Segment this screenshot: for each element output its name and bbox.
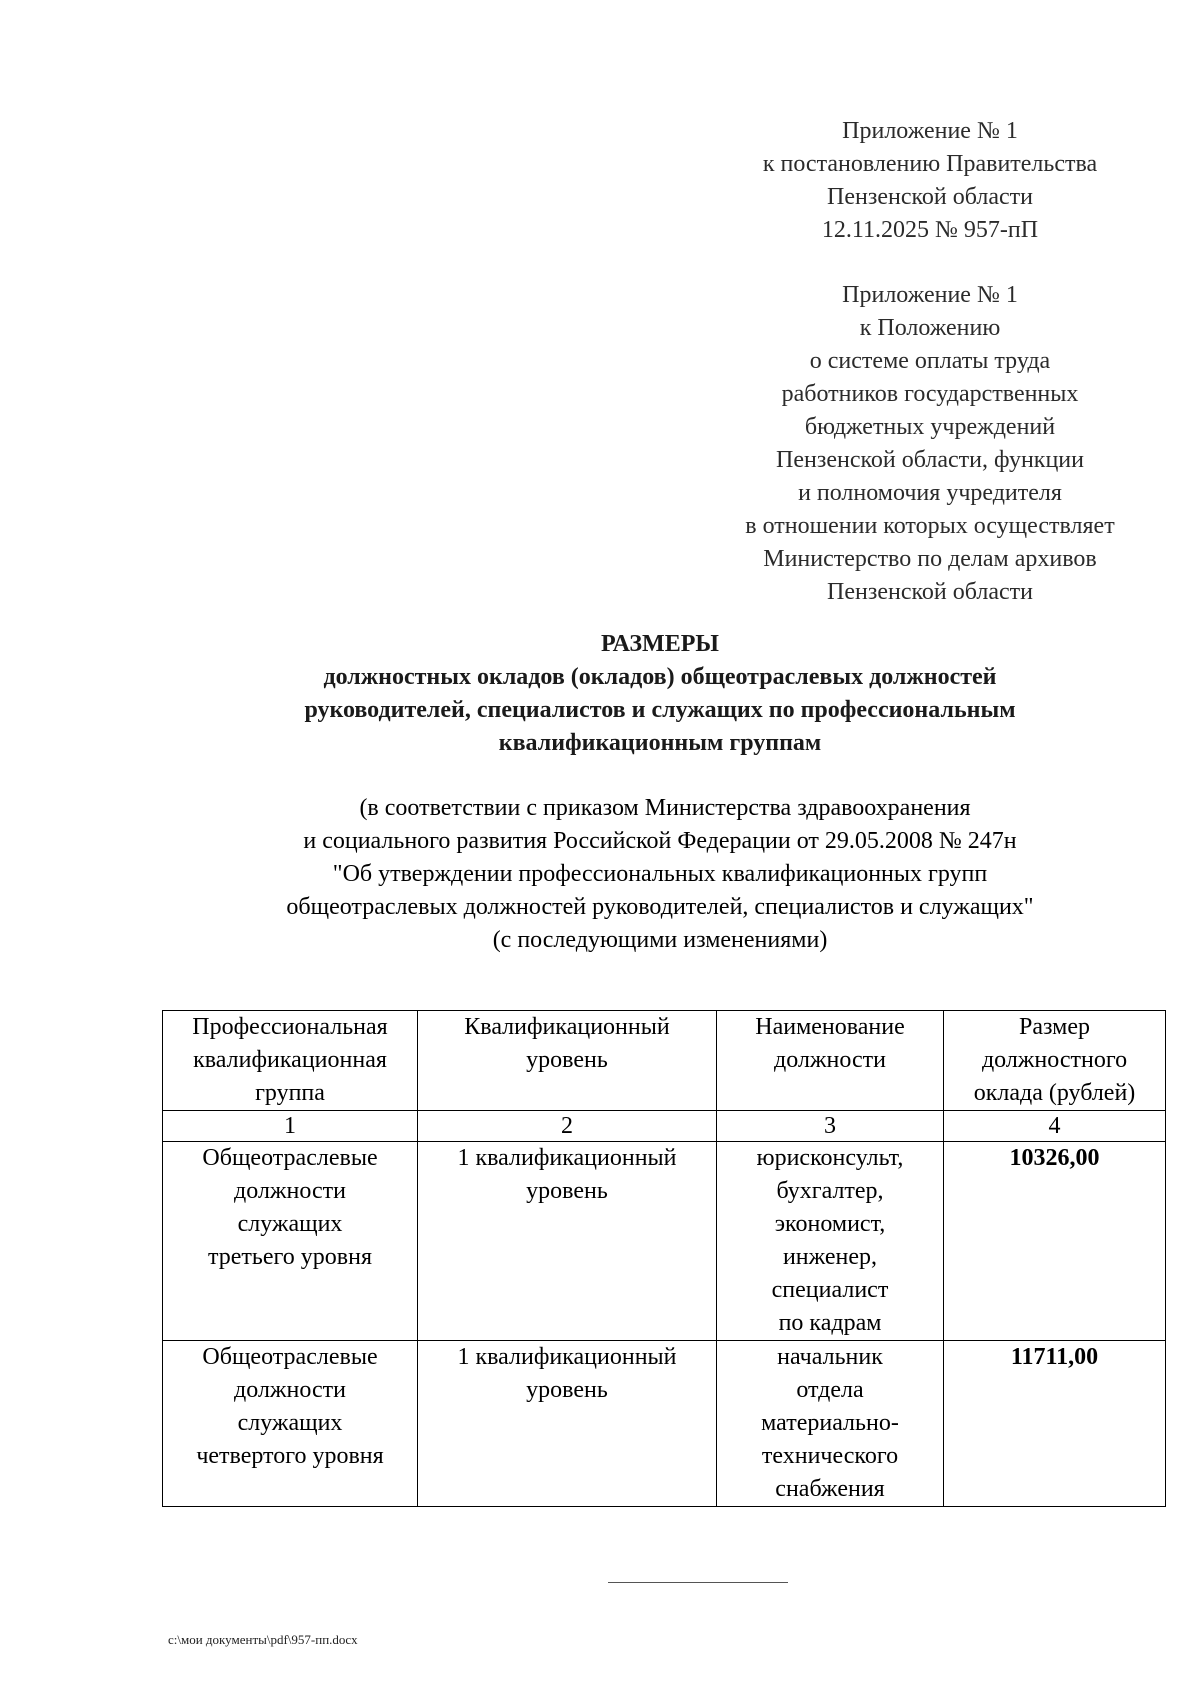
header-text: оклада (рублей) [973,1080,1136,1106]
cell-text: юрисконсульт, [756,1145,904,1171]
basis-line: и социального развития Российской Федерации от 29.05.2008 № 247н [303,828,1017,854]
annex-line: Приложение № 1 [842,282,1018,308]
annex-line: работников государственных [781,381,1079,407]
cell-salary: 10326,00 [944,1142,1166,1341]
header-cell-position [717,1011,944,1111]
cell-text: бухгалтер, [776,1178,884,1204]
annex-line: к постановлению Правительства [762,151,1098,177]
annex-line: Пензенской области [827,184,1033,210]
cell-text: Общеотраслевые [202,1344,378,1370]
header-cell-group [163,1011,418,1111]
header-text: квалификационная [193,1047,387,1073]
basis-line: "Об утверждении профессиональных квалификационных групп [332,861,988,887]
title-line: квалификационным группам [498,730,822,756]
legal-basis [160,792,1160,957]
header-text: Квалификационный [464,1014,670,1040]
header-text: Размер [1019,1014,1090,1040]
cell-level [418,1341,717,1507]
cell-text: инженер, [782,1244,878,1270]
cell-text: уровень [526,1178,608,1204]
basis-line: общеотраслевых должностей руководителей, специалистов и служащих" [286,894,1034,920]
cell-text: Общеотраслевые [202,1145,378,1171]
annex-line: Пензенской области, функции [776,447,1084,473]
column-number-row [163,1111,1166,1142]
header-text: группа [255,1080,325,1106]
column-number: 1 [163,1111,418,1142]
cell-positions [717,1341,944,1507]
annex-to-resolution [690,115,1170,247]
header-text: Наименование [755,1014,905,1040]
annex-line: и полномочия учредителя [798,480,1062,506]
header-text: уровень [526,1047,608,1073]
annex-to-regulation [690,279,1170,609]
annex-line: Министерство по делам архивов [763,546,1097,572]
header-text: должностного [981,1047,1128,1073]
annex-line: Приложение № 1 [842,118,1018,144]
cell-text: уровень [526,1377,608,1403]
cell-text: должности [234,1178,346,1204]
basis-line: (с последующими изменениями) [492,927,828,953]
cell-text: по кадрам [778,1310,882,1336]
column-number: 4 [944,1111,1166,1142]
basis-line: (в соответствии с приказом Министерства здравоохранения [359,795,971,821]
annex-date-number: 12.11.2025 № 957-пП [821,217,1039,243]
cell-positions [717,1142,944,1341]
title-line: РАЗМЕРЫ [601,631,719,657]
cell-text: третьего уровня [208,1244,372,1270]
header-text: должности [774,1047,886,1073]
document-title [160,628,1160,760]
cell-text: служащих [237,1410,343,1436]
cell-text: снабжения [775,1476,885,1502]
salary-table [162,1010,1166,1507]
annex-line: бюджетных учреждений [804,414,1056,440]
cell-text: технического [761,1443,899,1469]
cell-level [418,1142,717,1341]
table-row [163,1142,1166,1341]
title-line: должностных окладов (окладов) общеотраслевых должностей [323,664,997,690]
annex-line: о системе оплаты труда [809,348,1051,374]
annex-line: в отношении которых осуществляет [745,513,1115,539]
separator-line [608,1582,788,1583]
header-cell-salary [944,1011,1166,1111]
cell-salary: 11711,00 [944,1341,1166,1507]
table-row [163,1341,1166,1507]
table-header-row [163,1011,1166,1111]
cell-group [163,1341,418,1507]
cell-text: отдела [796,1377,864,1403]
annex-line: Пензенской области [827,579,1033,605]
cell-text: служащих [237,1211,343,1237]
cell-text: материально- [761,1410,899,1436]
cell-text: 1 квалификационный [457,1344,677,1370]
file-path: c:\мои документы\pdf\957-пп.docx [168,1632,358,1647]
column-number: 2 [418,1111,717,1142]
header-cell-level [418,1011,717,1111]
cell-text: специалист [771,1277,889,1303]
cell-group [163,1142,418,1341]
cell-text: экономист, [774,1211,886,1237]
annex-line: к Положению [859,315,1001,341]
cell-text: 1 квалификационный [457,1145,677,1171]
cell-text: четвертого уровня [196,1443,384,1469]
header-text: Профессиональная [192,1014,388,1040]
title-line: руководителей, специалистов и служащих по профессиональным [304,697,1016,723]
cell-text: начальник [777,1344,883,1370]
cell-text: должности [234,1377,346,1403]
column-number: 3 [717,1111,944,1142]
